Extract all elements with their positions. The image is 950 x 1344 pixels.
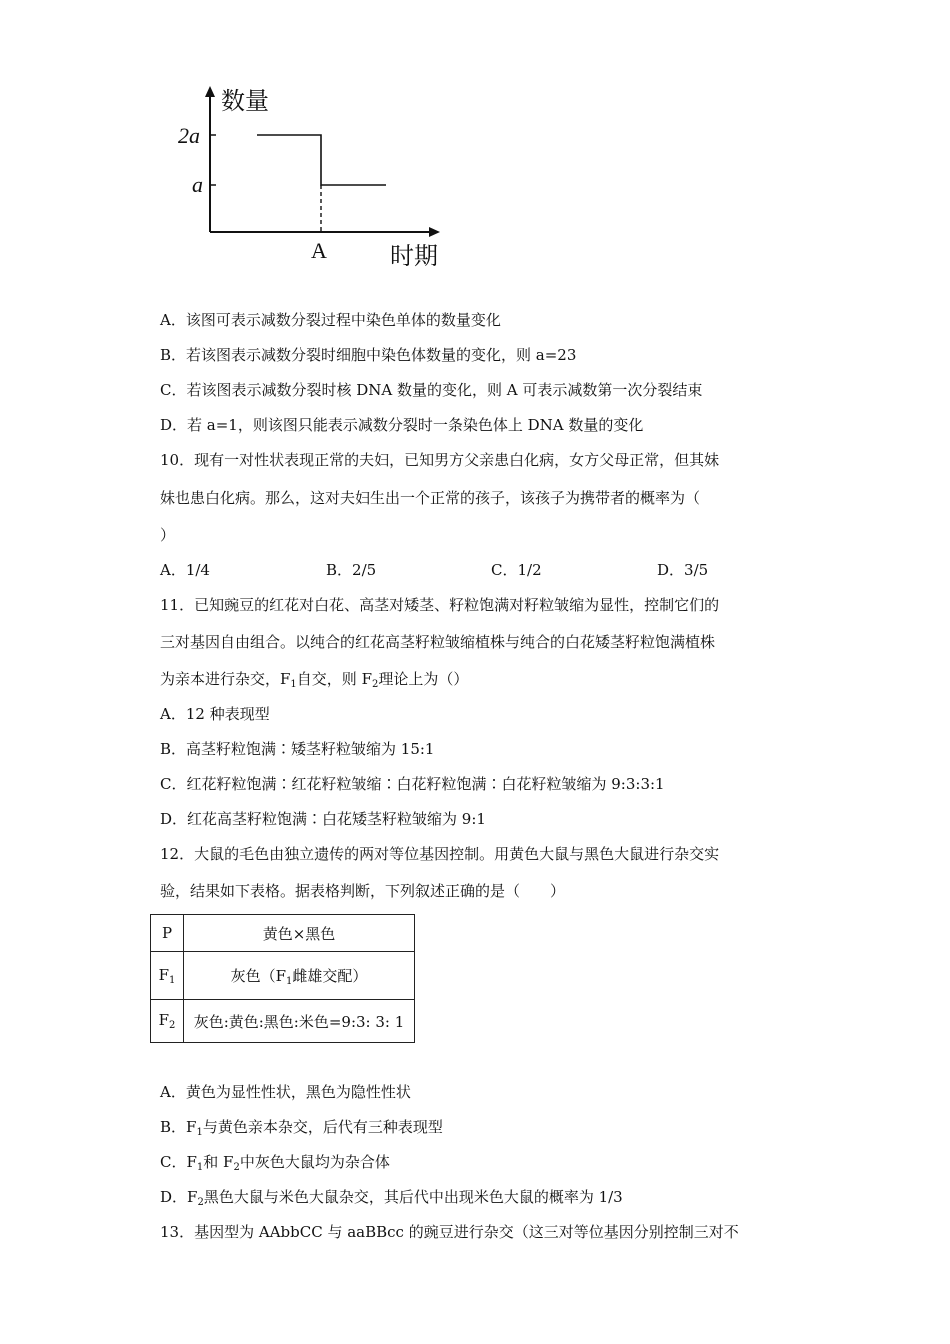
x-axis-arrow [429, 227, 440, 237]
q10-stem-line3: ） [160, 526, 176, 544]
q12-option-d: D．$F_2$黑色大鼠与米色大鼠杂交，其后代中出现米色大鼠的概率为 1/3 [160, 1188, 623, 1208]
y-axis-label: 数量 [221, 89, 269, 115]
q12-option-a: A．黄色为显性性状，黑色为隐性性状 [160, 1083, 411, 1101]
q12-stem-line1: 12．大鼠的毛色由独立遗传的两对等位基因控制。用黄色大鼠与黑色大鼠进行杂交实 [160, 845, 720, 863]
q12-option-b: B．$F_1$与黄色亲本杂交，后代有三种表现型 [160, 1118, 443, 1138]
q10-option-b: B．2/5 [326, 561, 377, 579]
q10-stem-line1: 10．现有一对性状表现正常的夫妇，已知男方父亲患白化病，女方父母正常，但其妹 [160, 451, 720, 469]
q9-option-c: C．若该图表示减数分裂时核 DNA 数量的变化，则 A 可表示减数第一次分裂结束 [160, 381, 703, 399]
q10-option-d: D．3/5 [657, 561, 709, 579]
row-label-f1: $F_1$ [151, 952, 184, 1000]
row-value-f2: 灰色:黄色:黑色:米色=9:3: 3: 1 [184, 1000, 415, 1043]
q11-stem-line1: 11．已知豌豆的红花对白花、高茎对矮茎、籽粒饱满对籽粒皱缩为显性，控制它们的 [160, 596, 720, 614]
row-label-f2: $F_2$ [151, 1000, 184, 1043]
row-value-f1: 灰色（$F_1$雌雄交配） [184, 952, 415, 1000]
table-row [151, 915, 415, 952]
q12-stem-line2: 验，结果如下表格。据表格判断，下列叙述正确的是（ ） [160, 882, 566, 900]
quantity-step-line [257, 135, 386, 185]
q13-stem-line1: 13．基因型为 AAbbCC 与 aaBBcc 的豌豆进行杂交（这三对等位基因分别控制三对不 [160, 1223, 739, 1241]
q11-option-a: A．12 种表现型 [160, 705, 270, 723]
q11-option-c: C．红花籽粒饱满∶红花籽粒皱缩∶白花籽粒饱满∶白花籽粒皱缩为 9:3:3:1 [160, 775, 665, 793]
q10-stem-line2: 妹也患白化病。那么，这对夫妇生出一个正常的孩子，该孩子为携带者的概率为（ [160, 489, 701, 507]
q9-option-a: A．该图可表示减数分裂过程中染色单体的数量变化 [160, 311, 501, 329]
y-axis-arrow [205, 86, 215, 97]
quantity-period-graph [170, 80, 460, 275]
q11-stem-line2: 三对基因自由组合。以纯合的红花高茎籽粒皱缩植株与纯合的白花矮茎籽粒饱满植株 [160, 633, 716, 651]
q10-option-c: C．1/2 [491, 561, 542, 579]
y-tick-2a-label: 2a [178, 123, 200, 148]
table-row [151, 952, 415, 1000]
cross-results-table [150, 914, 415, 1043]
q12-option-c: C．$F_1$和 $F_2$中灰色大鼠均为杂合体 [160, 1153, 390, 1173]
table-row [151, 1000, 415, 1043]
q9-option-b: B．若该图表示减数分裂时细胞中染色体数量的变化，则 a=23 [160, 346, 577, 364]
row-value-p: 黄色×黑色 [184, 915, 415, 952]
q10-option-a: A．1/4 [160, 561, 210, 579]
x-axis-label: 时期 [390, 244, 438, 270]
q11-option-b: B．高茎籽粒饱满∶矮茎籽粒皱缩为 15:1 [160, 740, 435, 758]
row-label-p: P [151, 915, 184, 952]
q11-option-d: D．红花高茎籽粒饱满∶白花矮茎籽粒皱缩为 9:1 [160, 810, 486, 828]
y-tick-a-label: a [192, 172, 203, 197]
x-mark-label: A [311, 238, 327, 263]
q9-option-d: D．若 a=1，则该图只能表示减数分裂时一条染色体上 DNA 数量的变化 [160, 416, 644, 434]
q11-stem-line3: 为亲本进行杂交，$F_1$自交，则 $F_2$理论上为（） [160, 670, 469, 690]
